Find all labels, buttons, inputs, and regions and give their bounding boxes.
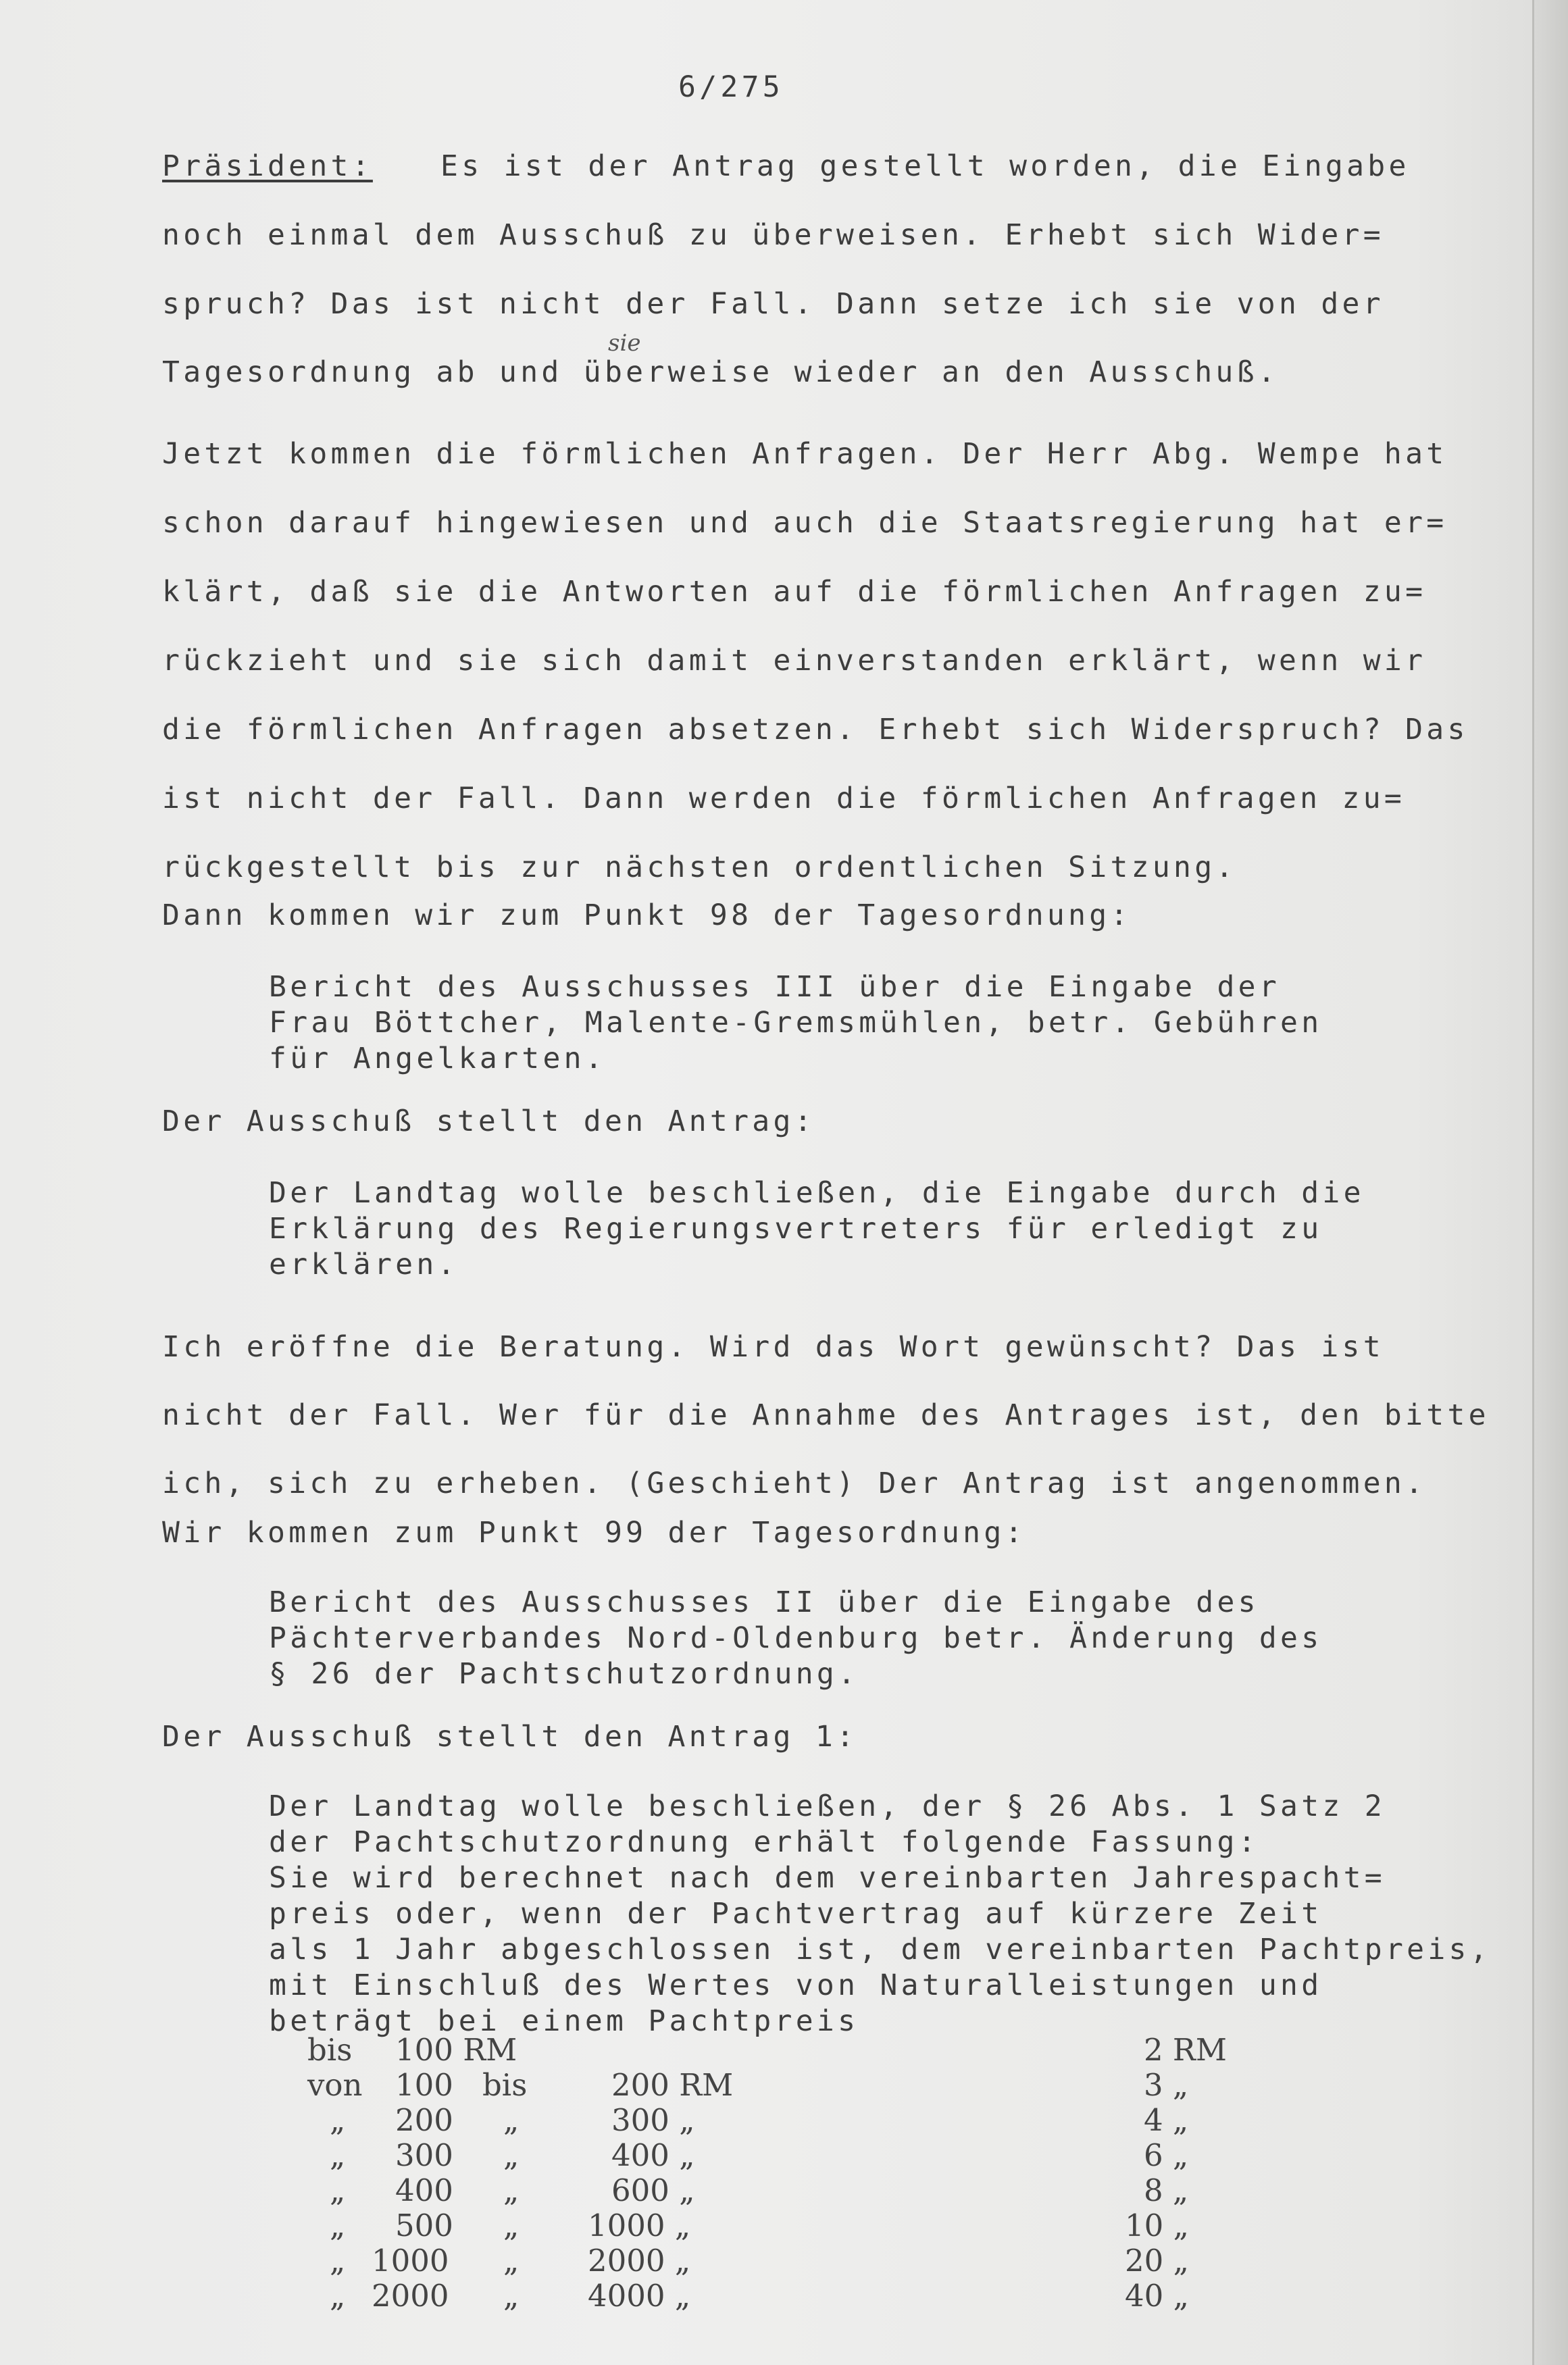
scanned-page-edge: [1532, 0, 1568, 2365]
range-to: 2000 „: [588, 2243, 691, 2279]
report-line: Frau Böttcher, Malente-Gremsmühlen, betr. Gebühren: [269, 1006, 1323, 1040]
fee-amount: 4 „: [1144, 2102, 1189, 2138]
motion-98: [269, 1175, 1365, 1283]
motion-line: mit Einschluß des Wertes von Naturalleistungen und: [269, 1968, 1323, 2002]
paragraph-line: schon darauf hingewiesen und auch die Staatsregierung hat er=: [162, 506, 1448, 540]
range-from: 500: [395, 2208, 453, 2243]
range-word: von: [307, 2067, 363, 2103]
handwritten-insert: sie: [608, 330, 641, 357]
paragraph-line: ist nicht der Fall. Dann werden die förmlichen Anfragen zu=: [162, 782, 1406, 815]
paragraph-line: die förmlichen Anfragen absetzen. Erhebt sich Widerspruch? Das: [162, 713, 1469, 746]
report-99: [269, 1585, 1322, 1692]
range-word: bis: [482, 2067, 528, 2103]
motion-line: Der Landtag wolle beschließen, der § 26 Abs. 1 Satz 2: [269, 1789, 1386, 1823]
fee-amount: 10 „: [1125, 2208, 1189, 2243]
report-line: § 26 der Pachtschutzordnung.: [269, 1657, 859, 1691]
paragraph-line: Es ist der Antrag gestellt worden, die Eingabe: [440, 149, 1410, 183]
motion-line: Erklärung des Regierungsvertreters für erledigt zu: [269, 1212, 1323, 1246]
report-line: für Angelkarten.: [269, 1042, 607, 1075]
range-to: 4000 „: [588, 2278, 691, 2314]
range-word: „: [503, 2102, 520, 2138]
range-word: „: [503, 2208, 520, 2243]
motion-line: Sie wird berechnet nach dem vereinbarten Jahrespacht=: [269, 1861, 1386, 1895]
fee-amount: 3 „: [1144, 2067, 1189, 2103]
page-number: 6/275: [678, 70, 784, 104]
motion-line: als 1 Jahr abgeschlossen ist, dem vereinbarten Pachtpreis,: [269, 1933, 1491, 1966]
range-word: bis: [307, 2032, 353, 2068]
range-to: 600 „: [611, 2172, 695, 2208]
paragraph-line: Jetzt kommen die förmlichen Anfragen. Der Herr Abg. Wempe hat: [162, 437, 1448, 471]
range-to: 200 RM: [611, 2067, 734, 2103]
paragraph-line: noch einmal dem Ausschuß zu überweisen. Erhebt sich Wider=: [162, 218, 1384, 252]
motion-line: erklären.: [269, 1248, 459, 1281]
vote-98: [162, 1313, 1490, 1518]
range-word: „: [330, 2102, 346, 2138]
speaker-label: Präsident:: [162, 149, 373, 183]
fee-amount: 6 „: [1144, 2137, 1189, 2173]
range-from: 100: [395, 2067, 453, 2103]
vote-line: Ich eröffne die Beratung. Wird das Wort gewünscht? Das ist: [162, 1330, 1384, 1364]
fee-amount: 8 „: [1144, 2172, 1189, 2208]
paragraph-2: [162, 419, 1469, 902]
paragraph-line: klärt, daß sie die Antworten auf die förmlichen Anfragen zu=: [162, 575, 1427, 609]
motion-line: Der Landtag wolle beschließen, die Eingabe durch die: [269, 1176, 1365, 1210]
range-word: „: [503, 2243, 520, 2279]
range-word: „: [330, 2208, 346, 2243]
motion-line: preis oder, wenn der Pachtvertrag auf kürzere Zeit: [269, 1897, 1323, 1931]
committee-motion-99: Der Ausschuß stellt den Antrag 1:: [162, 1720, 858, 1754]
range-from: 400: [395, 2172, 453, 2208]
range-to: 1000 „: [588, 2208, 691, 2243]
paragraph-line: rückzieht und sie sich damit einverstanden erklärt, wenn wir: [162, 644, 1427, 678]
agenda-intro-98: Dann kommen wir zum Punkt 98 der Tagesordnung:: [162, 898, 1132, 932]
fee-amount: 20 „: [1125, 2243, 1189, 2279]
fee-amount: 2 RM: [1144, 2032, 1227, 2068]
paragraph-line: rückgestellt bis zur nächsten ordentlichen Sitzung.: [162, 850, 1237, 884]
range-from: 300: [395, 2137, 453, 2173]
range-word: „: [503, 2137, 520, 2173]
vote-line: nicht der Fall. Wer für die Annahme des Antrages ist, den bitte: [162, 1398, 1490, 1432]
paragraph-line: Tagesordnung ab und überweise wieder an den Ausschuß.: [162, 355, 1279, 389]
range-from: 100 RM: [395, 2032, 517, 2068]
range-word: „: [330, 2137, 346, 2173]
range-from: 1000: [372, 2243, 449, 2279]
agenda-intro-99: Wir kommen zum Punkt 99 der Tagesordnung:: [162, 1516, 1026, 1550]
range-from: 200: [395, 2102, 453, 2138]
range-word: „: [330, 2278, 346, 2314]
range-word: „: [330, 2243, 346, 2279]
report-line: Pächterverbandes Nord-Oldenburg betr. Änderung des: [269, 1621, 1323, 1655]
range-word: „: [330, 2172, 346, 2208]
range-to: 300 „: [611, 2102, 695, 2138]
paragraph-line: spruch? Das ist nicht der Fall. Dann setze ich sie von der: [162, 287, 1384, 321]
range-word: „: [503, 2172, 520, 2208]
committee-motion-98: Der Ausschuß stellt den Antrag:: [162, 1104, 815, 1138]
fee-amount: 40 „: [1125, 2278, 1189, 2314]
vote-line: ich, sich zu erheben. (Geschieht) Der Antrag ist angenommen.: [162, 1467, 1427, 1500]
range-to: 400 „: [611, 2137, 695, 2173]
motion-99: [269, 1789, 1491, 2039]
motion-line: beträgt bei einem Pachtpreis: [269, 2004, 859, 2038]
report-line: Bericht des Ausschusses II über die Eingabe des: [269, 1585, 1259, 1619]
range-word: „: [503, 2278, 520, 2314]
report-line: Bericht des Ausschusses III über die Eingabe der: [269, 970, 1281, 1004]
motion-line: der Pachtschutzordnung erhält folgende Fassung:: [269, 1825, 1259, 1859]
report-98: [269, 969, 1322, 1077]
range-from: 2000: [372, 2278, 449, 2314]
